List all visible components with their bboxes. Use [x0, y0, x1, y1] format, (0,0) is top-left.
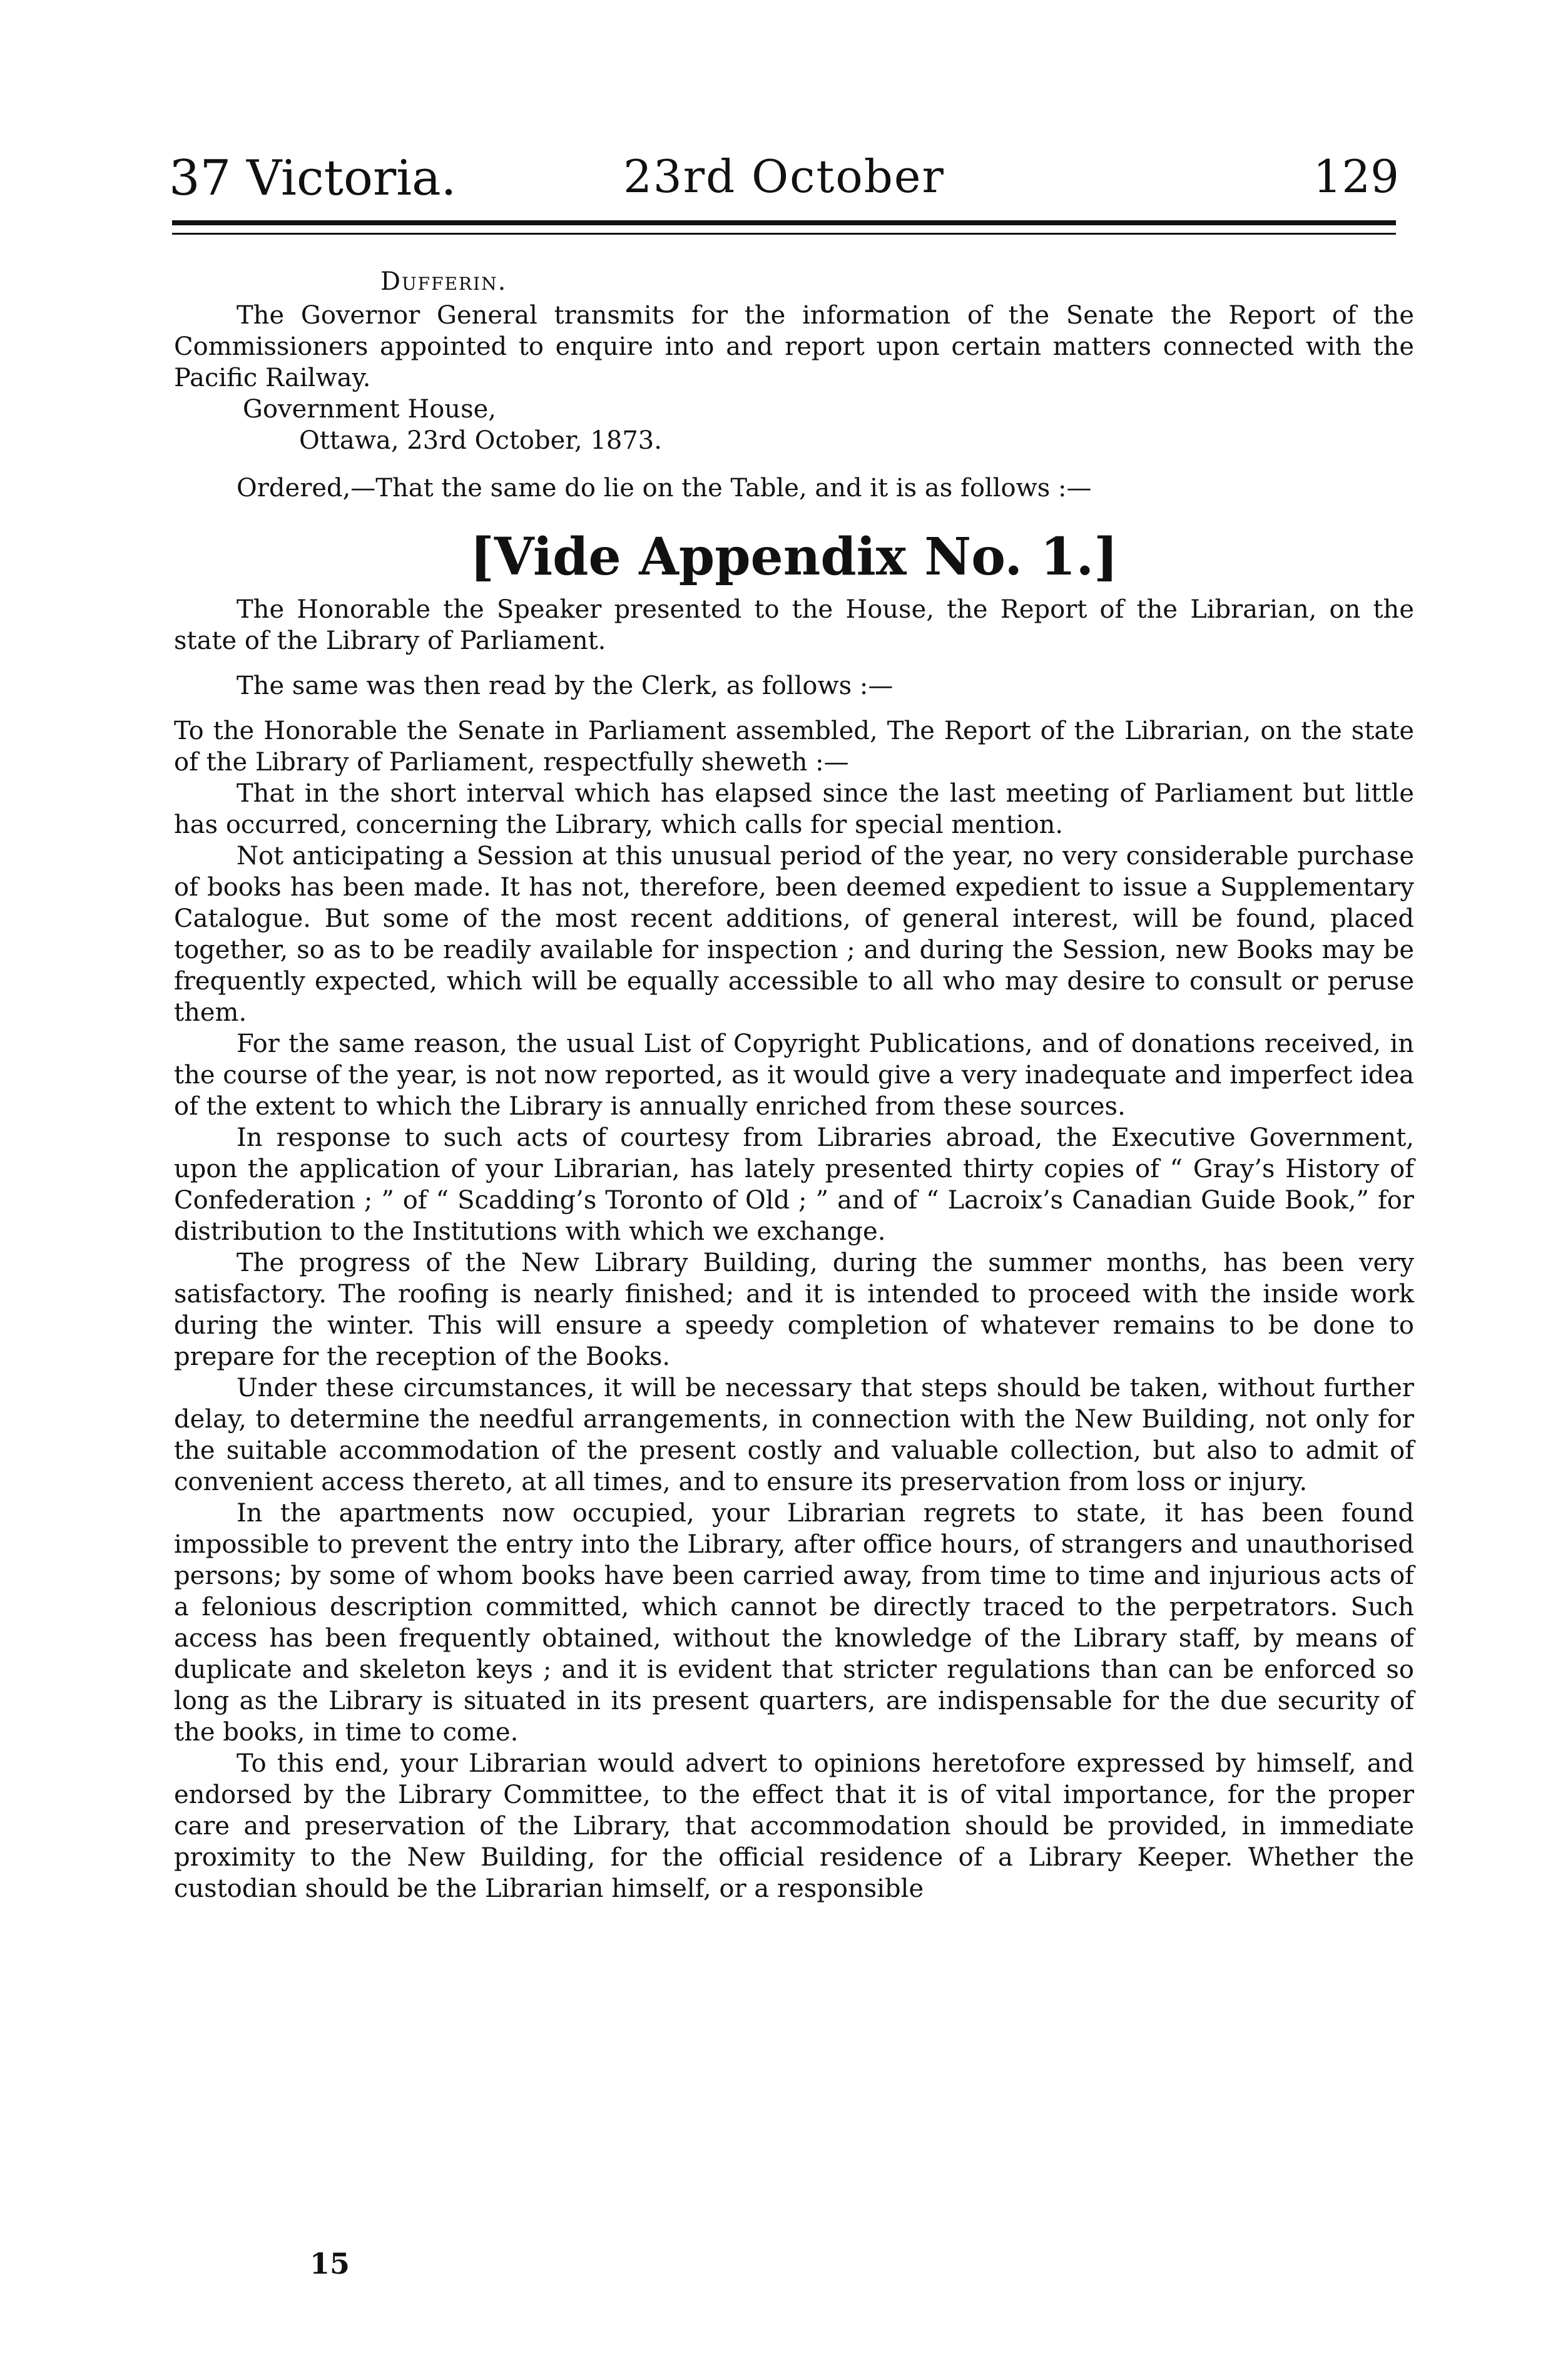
paragraph: The Honorable the Speaker presented to the House, the Report of the Librarian, on the state of the Library of Parliament. — [174, 595, 1414, 655]
page-number: 129 — [1313, 150, 1399, 203]
paragraph: In the apartments now occupied, your Librarian regrets to state, it has been found impossible to prevent the entry into the Library, after office hours, of strangers and unauthorised persons; by some of whom books have been carried away, from time to time and injurious acts of a felonious description committed, which cannot be directly traced to the perpetrators. Such access has been frequently obtained, without the knowledge of the Library staff, by means of duplicate and skeleton keys ; and it is evident that stricter regulations than can be enforced so long as the Library is situated in its present quarters, are indispensable for the due security of the books, in time to come. — [174, 1499, 1414, 1747]
report-salutation: To the Honorable the Senate in Parliament assembled, The Report of the Librarian, on the state of the Library of Parliament, respectfully sheweth :— — [174, 717, 1414, 777]
session-label: 37 Victoria. — [169, 150, 457, 207]
document-body — [174, 266, 1414, 1904]
page-header — [169, 131, 1399, 213]
header-date: 23rd October — [623, 150, 945, 203]
paragraph: Not anticipating a Session at this unusual period of the year, no very considerable purchase of books has been made. It has not, therefore, been deemed expedient to issue a Supplementary Catalogue. But some of the most recent additions, of general interest, will be found, placed together, so as to be readily available for inspection ; and during the Session, new Books may be frequently expected, which will be equally accessible to all who may desire to consult or peruse them. — [174, 842, 1414, 1027]
paragraph: The progress of the New Library Building, during the summer months, has been very satisfactory. The roofing is nearly finished; and it is intended to proceed with the inside work during the winter. This will ensure a speedy completion of whatever remains to be done to prepare for the reception of the Books. — [174, 1249, 1414, 1371]
paragraph: The same was then read by the Clerk, as follows :— — [237, 672, 893, 700]
appendix-reference: [Vide Appendix No. 1.] — [470, 527, 1118, 587]
paragraph: That in the short interval which has elapsed since the last meeting of Parliament but little has occurred, concerning the Library, which calls for special mention. — [174, 779, 1414, 839]
header-rule-thin — [172, 233, 1396, 235]
paragraph: In response to such acts of courtesy from Libraries abroad, the Executive Government, upon the application of your Librarian, has lately presented thirty copies of “ Gray’s History of Confederation ; ” of “ Scadding’s Toronto of Old ; ” and of “ Lacroix’s Canadian Guide Book,” for distribution to the Institutions with which we exchange. — [174, 1123, 1414, 1246]
address-line-2: Ottawa, 23rd October, 1873. — [299, 426, 662, 455]
governor-signature: Dufferin. — [380, 267, 507, 296]
ordered-statement: Ordered,—That the same do lie on the Table, and it is as follows :— — [237, 474, 1092, 503]
paragraph: To this end, your Librarian would advert to opinions heretofore expressed by himself, and endorsed by the Library Committee, to the effect that it is of vital importance, for the proper care and preservation of the Library, that accommodation should be provided, in immediate proximity to the New Building, for the official residence of a Library Keeper. Whether the custodian should be the Librarian himself, or a responsible — [174, 1749, 1414, 1903]
address-line-1: Government House, — [243, 395, 496, 424]
header-rule-thick — [172, 220, 1396, 225]
paragraph: For the same reason, the usual List of Copyright Publications, and of donations received, in the course of the year, is not now reported, as it would give a very inadequate and imperfect idea of the extent to which the Library is annually enriched from these sources. — [174, 1029, 1414, 1121]
paragraph: Under these circumstances, it will be necessary that steps should be taken, without further delay, to determine the needful arrangements, in connection with the New Building, not only for the suitable accommodation of the present costly and valuable collection, but also to admit of convenient access thereto, at all times, and to ensure its preservation from loss or injury. — [174, 1374, 1414, 1496]
signature-mark: 15 — [310, 2247, 350, 2281]
governor-message: The Governor General transmits for the information of the Senate the Report of the Commissioners appointed to enquire into and report upon certain matters connected with the Pacific Railway. — [174, 301, 1414, 392]
